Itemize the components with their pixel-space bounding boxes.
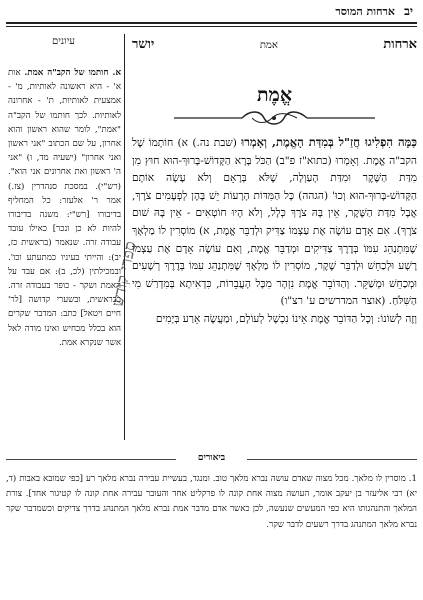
header-rule-thick: [6, 22, 417, 24]
main-paragraph-2: [132, 311, 417, 329]
main-paragraph-body: וְזֶה לְשׁוֹנוֹ: וְכָל הַדּוֹבֵר אֱמֶת אֵינוֹ נִכְשָׁל לְעוֹלָם, וּמַעֲשֶׂה אֵרַע בְּיָמִים: [155, 312, 417, 325]
main-paragraph-lead: כַּמָּה הִפְלִיגוּ חֲזַ"ל בְּמִדַּת הָאֱמֶת, וְאָמְרוּ: [241, 135, 417, 149]
commentary-paragraph-3: במסכת סנהדרין (צז.) אמר ר' אלעזר: כל המחליף בדיבורו [רש"י: משנה בדיבורו להיות לא כן ונכר] כאילו עובד עבודה זרה. שנאמר (בראשית כז, יב): והייתי בעיניו כמתעתע וכו'. ובמכילתין (לכ, ב): אם עבד על האמת ושקר - כופר בעבודה זרה. בבראשית, ובשערי קדושה [לר' חיים ויטאל] כתב: המדבר שקרים הוא בכלל מכחיש ואינו מודה לאל אשר שנקרא אמת.: [8, 181, 121, 348]
page-label: יב: [404, 4, 413, 18]
heading-mid: אמת: [259, 40, 278, 51]
notes-separator: [6, 452, 417, 466]
notes-rule-right: [247, 459, 417, 460]
running-title: ארחות המוסר: [335, 5, 395, 18]
commentary-paragraph-1: א. חותמו של הקב"ה אמת.: [24, 68, 121, 78]
header-rule-thin: [6, 26, 417, 27]
commentary-paragraph-2: אות א' - היא ראשונה לאותיות, מ' - אמצעית לאותיות, ת' - אחרונה לאותיות. לכך חותמו של הקב"ה "אמת", לומר שהוא ראשון והוא אחרון, על שם הכתוב "אני ראשון ואני אחרון" (ישעיה מד, ו) "אני ה' ראשון ואת אחרונים אני הוא". (רש"י).: [8, 68, 122, 192]
library-stamp: [94, 200, 164, 350]
heading-right: ארחות: [383, 37, 417, 52]
notes-text: 1. מוסרין לו מלאך. מכל מצוה שאדם עושה נברא מלאך טוב. ומנגד, בעשיית עבירה נברא מלאך רע [כפי שמובא באבות (ד, יא) רבי אליעזר בן יעקב אומר, העושה מצוה אחת קונה לו פרקליט אחד והעובר עבירה אחת קונה לו קטיגור אחד]. צורת המלאך והתנהגותו היא כפי המעשים שנעשה, לכן כאשר אדם מדבר אמת נברא מלאך המתנהג בדרך צדיקים וכשמדבר שקר נברא מלאך המתנהג בדרך רשעים לדבר שקר.: [6, 474, 417, 530]
ornament-flourish: [172, 108, 377, 128]
notes-title: ביאורים: [197, 453, 226, 463]
commentary-heading: עיונים: [52, 36, 75, 47]
main-paragraph-1: [132, 134, 417, 311]
stamp-text: ספרי קודש: [107, 239, 140, 309]
main-paragraph-body: (שבת נה.) א) חוֹתָמוֹ שֶׁל הקב"ה אֱמֶת. וְאָמְרוּ (כתוא"ז פ"ב) הַכֹּל בָּרָא הַקָּדוֹשׁ-בָּרוּךְ-הוּא חוּץ מִן מִדַּת הַשֶּׁקֶר וּמִדַּת הָעַוְלָה, שֶׁלֹּא בְּרָאָם וְלֹא עָשָׂה אוֹתָם הַקָּדוֹשׁ-בָּרוּךְ-הוּא וְכוּ' (הגהה) כָּל הַמִּדּוֹת הָרָעוֹת יֵשׁ בָּהֶן לְפְעָמִים צֹרֶךְ, אֲבָל מִדַּת הַשֶּׁקֶר, אֵין בָּהּ צֹרֶךְ כְּלָל, וְלֹא הָיוּ חוֹטְאִים - אֵין בָּהּ שׁוּם צֹרֶךְ). אִם אָדָם עוֹשֶׂה אֶת עַצְמוֹ צַדִּיק וּלְדַבֵּר אֱמֶת, א) מוֹסְרִין לוֹ מַלְאָךְ שֶׁמִּתְנַהֵג עִמּוֹ בְּדֶרֶךְ צַדִּיקִים וּמְדַבֵּר אֱמֶת, וְאִם עוֹשֶׂה אָדָם אֶת עַצְמוֹ רָשָׁע וּלְכַחֵשׁ וּלְדַבֵּר שֶׁקֶר, מוֹסְרִין לוֹ מַלְאָךְ שֶׁמִּתְנַהֵג עִמּוֹ בְּדֶרֶךְ רְשָׁעִים וּמְכַחֵשׁ וּמְשַׁקֵּר. וְהַדּוֹבֵר אֱמֶת נִזְהָר מִכָּל הָעֲבֵרוֹת, כִּדְאִיתָא בְּמִדְרַשׁ מִי הַשִּׁלֹּחַ. (אוצר המדרשים ע' רצ"ו): [132, 137, 417, 308]
running-header: [6, 4, 417, 22]
chapter-title: אֱמֶת: [256, 84, 293, 106]
heading-left: יושר: [132, 37, 155, 52]
main-column: [132, 36, 417, 448]
main-text: [132, 134, 417, 329]
main-heading: [132, 36, 417, 52]
